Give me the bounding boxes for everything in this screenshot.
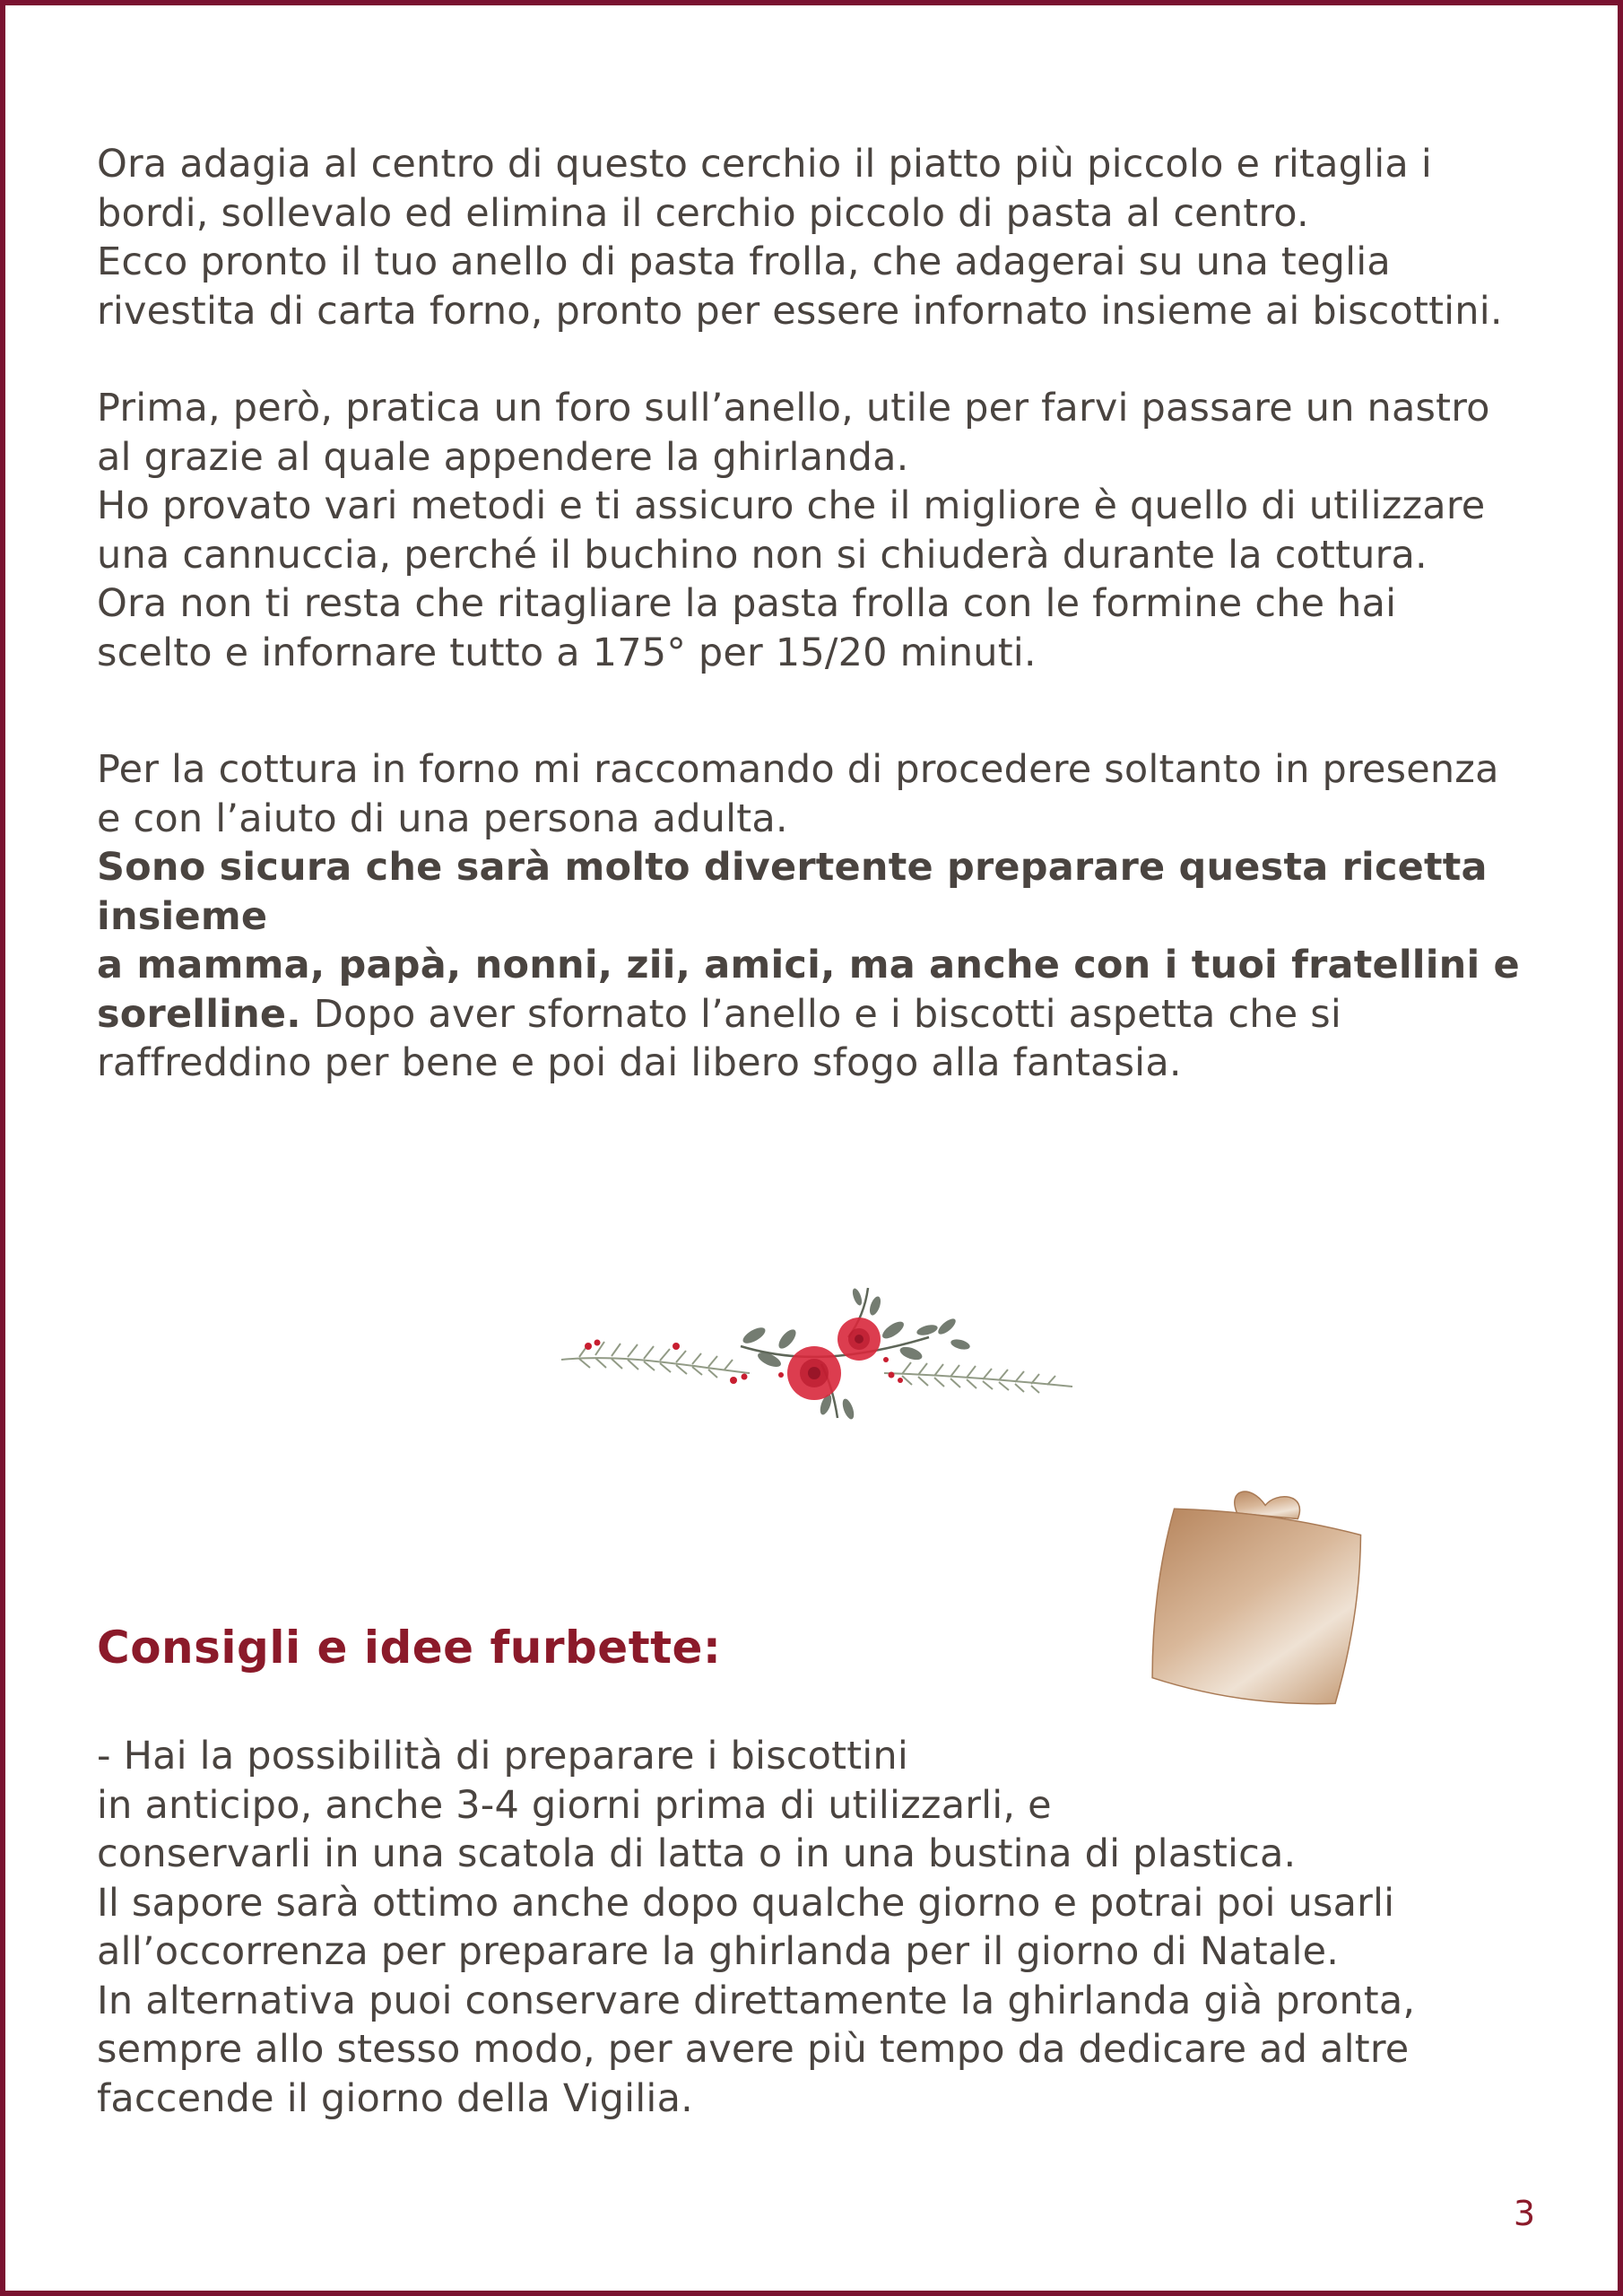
paragraph-3-rest: Dopo aver sfornato l’anello e i biscotti aspetta che si raffreddino per bene e poi dai libero sfogo alla fantasia. [97,991,1342,1085]
paragraph-storage-tips: - Hai la possibilità di preparare i biscottini in anticipo, anche 3-4 giorni prima di utilizzarli, e conservarli in una scatola di latta o in una bustina di plastica. Il sapore sarà ottimo anche dopo qualche giorno e potrai poi usarli all’occorrenza per preparare la ghirlanda per il giorno di Natale. In alternativa puoi conservare direttamente la ghirlanda già pronta, sempre allo stesso modo, per avere più tempo da dedicare ad altre faccende il giorno della Vigilia. [97,1734,1416,2121]
section-heading-tips: Consigli e idee furbette: [97,1622,722,1674]
paragraph-3-intro: Per la cottura in forno mi raccomando di procedere soltanto in presenza e con l’aiuto di una persona adulta. [97,747,1499,841]
paragraph-ring-preparation: Ora adagia al centro di questo cerchio il piatto più piccolo e ritaglia i bordi, sollevalo ed elimina il cerchio piccolo di pasta al centro. Ecco pronto il tuo anello di pasta frolla, che adagerai su una teglia rivestita di carta forno, pronto per essere infornato insieme ai biscottini. [97,142,1503,334]
gift-box-cookie-icon [1126,1467,1386,1736]
paragraph-adult-supervision [97,745,1567,1088]
paragraph-3-bold-highlight: Sono sicura che sarà molto divertente preparare questa ricetta insieme a mamma, papà, nonni, zii, amici, ma anche con i tuoi fratellini e sorelline. [97,845,1520,1037]
paragraph-hole-and-baking: Prima, però, pratica un foro sull’anello, utile per farvi passare un nastro al grazie al quale appendere la ghirlanda. Ho provato vari metodi e ti assicuro che il migliore è quello di utilizzare una cannuccia, perché il buchino non si chiuderà durante la cottura. Ora non ti resta che ritagliare la pasta frolla con le formine che hai scelto e infornare tutto a 175° per 15/20 minuti. [97,386,1490,675]
page-number: 3 [1513,2194,1535,2233]
watercolor-christmas-garland-icon [552,1274,1081,1431]
